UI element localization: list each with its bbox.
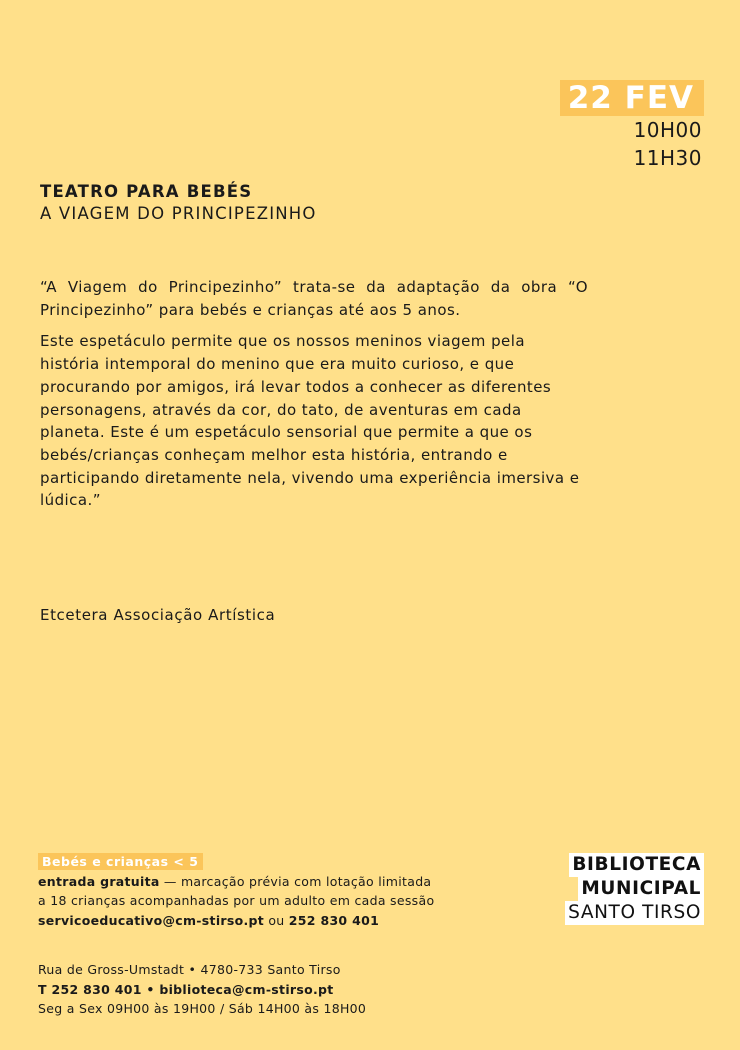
description-paragraph-2: Este espetáculo permite que os nossos meninos viagem pela história intemporal do menino que era muito curioso, e que procurando por amigos, irá levar todos a conhecer as diferentes personagens, através da cor, do tato, de aventuras em cada planeta. Este é um espetáculo sensorial que permite a que os bebés/crianças conheçam melhor esta história, entrando e participando diretamente nela, vivendo uma experiência imersiva e lúdica.” xyxy=(40,332,580,510)
entry-line xyxy=(38,872,434,892)
logo-line-santo-tirso: SANTO TIRSO xyxy=(565,901,704,925)
event-description xyxy=(40,276,588,521)
logo-line-biblioteca: BIBLIOTECA xyxy=(569,853,704,877)
library-hours: Seg a Sex 09H00 às 19H00 / Sáb 14H00 às 18H00 xyxy=(38,1001,367,1016)
session-time-2: 11H30 xyxy=(633,146,702,170)
session-time-1: 10H00 xyxy=(633,118,702,142)
booking-phone[interactable]: 252 830 401 xyxy=(288,912,380,928)
booking-contact xyxy=(38,911,434,931)
library-footer xyxy=(38,960,366,1019)
event-schedule xyxy=(560,80,704,172)
company-credit: Etcetera Associação Artística xyxy=(40,606,276,624)
library-contact[interactable]: T 252 830 401 • biblioteca@cm-stirso.pt xyxy=(38,981,334,997)
event-heading xyxy=(40,181,317,225)
entry-free-label: entrada gratuita xyxy=(38,873,160,889)
logo-line-municipal: MUNICIPAL xyxy=(578,877,704,901)
capacity-line: a 18 crianças acompanhadas por um adulto em cada sessão xyxy=(38,893,435,908)
entry-note: — marcação prévia com lotação limitada xyxy=(159,873,432,889)
event-title: TEATRO PARA BEBÉS xyxy=(40,182,253,201)
library-address: Rua de Gross-Umstadt • 4780-733 Santo Tirso xyxy=(38,962,341,977)
audience-badge: Bebés e crianças < 5 xyxy=(38,853,203,870)
event-subtitle: A VIAGEM DO PRINCIPEZINHO xyxy=(40,204,317,223)
description-paragraph-1: “A Viagem do Principezinho” trata-se da adaptação da obra “O Principezinho” para bebés e crianças até aos 5 anos. xyxy=(40,278,588,319)
audience-info xyxy=(38,852,434,930)
date-badge: 22 FEV xyxy=(560,80,704,116)
booking-email-link[interactable]: servicoeducativo@cm-stirso.pt xyxy=(38,912,265,928)
or-text: ou xyxy=(264,912,289,928)
library-logo xyxy=(565,853,704,925)
